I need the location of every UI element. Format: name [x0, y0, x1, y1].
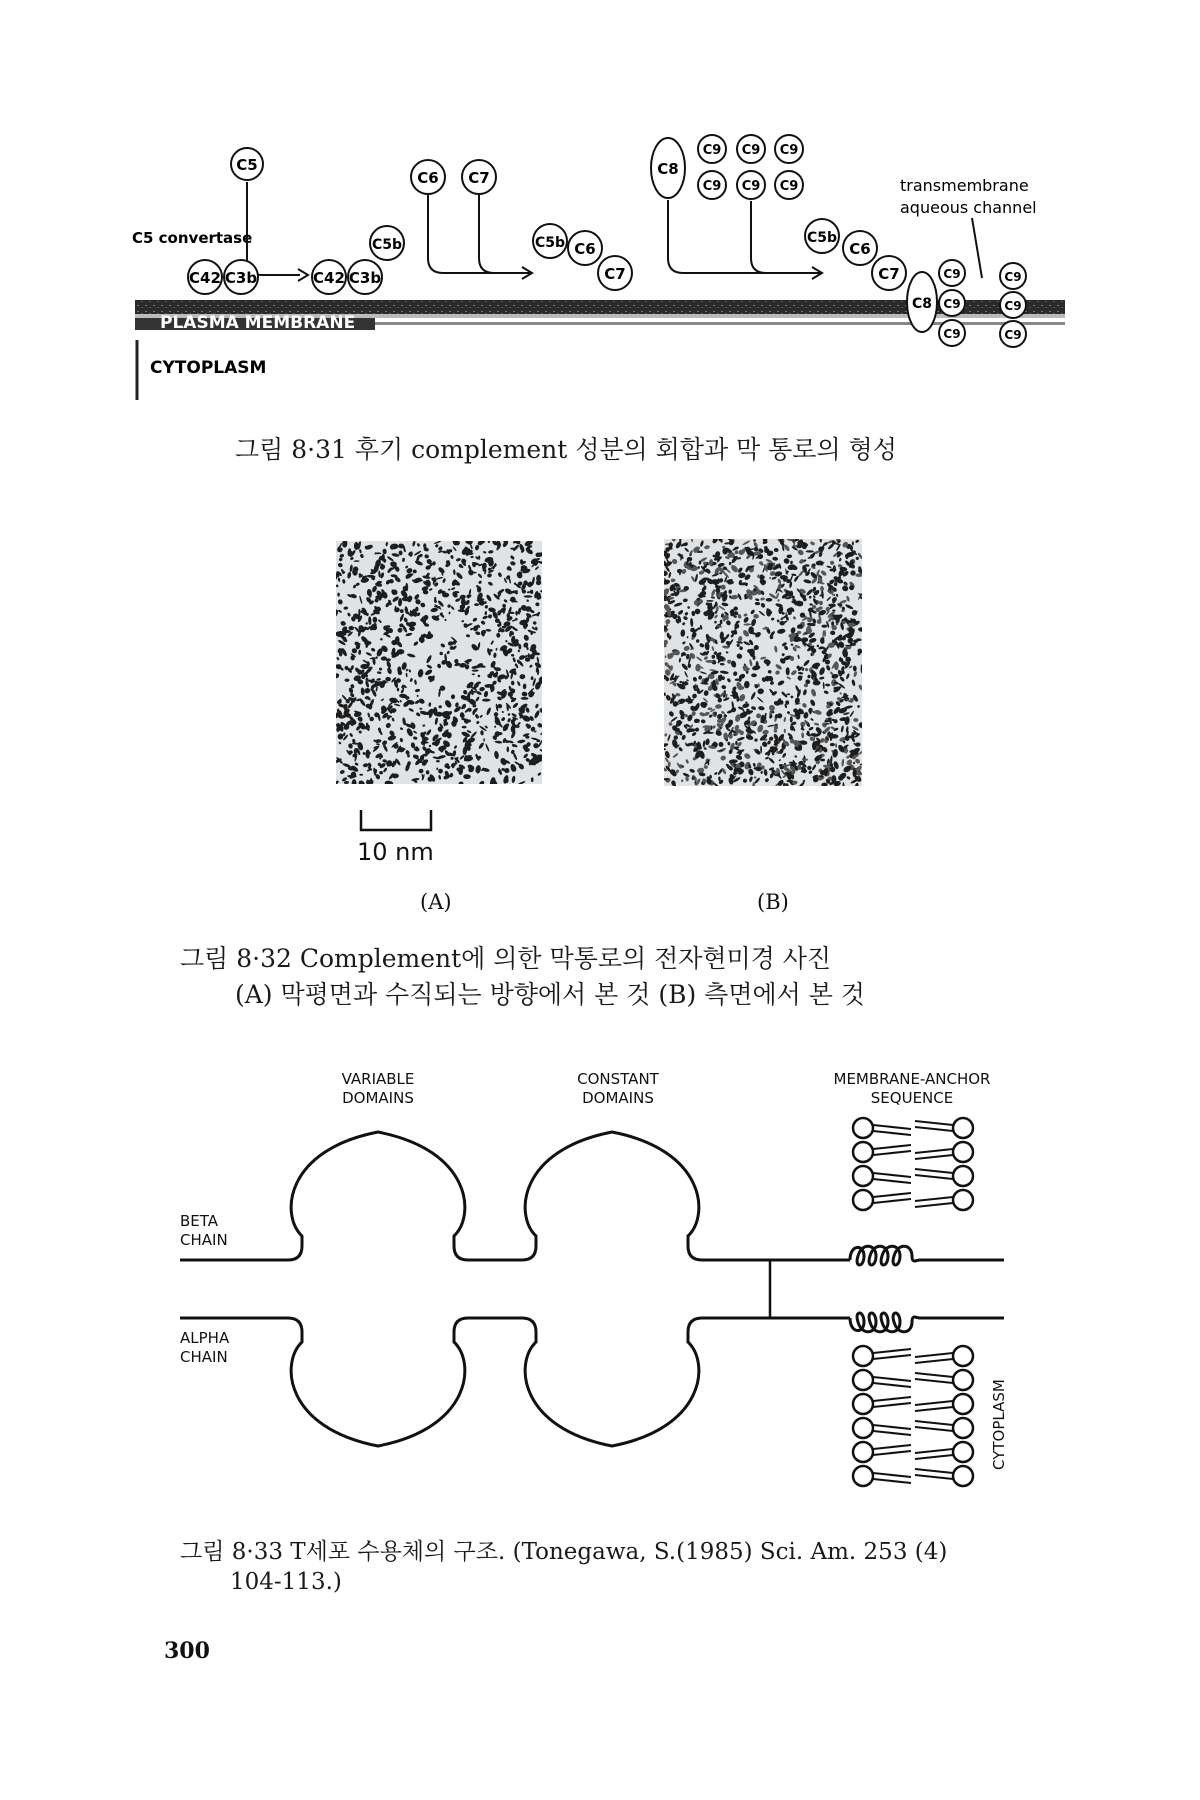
figure-8-33-caption-line2: 104-113.): [230, 1569, 342, 1595]
c9-mid-row: [698, 171, 803, 199]
beta-chain-line: [180, 1132, 850, 1260]
c3b-a-label: C3b: [224, 269, 258, 287]
c9-right: [1000, 263, 1026, 347]
c8-a-label: C8: [657, 160, 679, 178]
c9-stack-1: C9: [943, 267, 961, 281]
beta-helix: [850, 1246, 1004, 1265]
scale-bar: [358, 808, 438, 838]
c5-convertase-label: C5 convertase: [132, 229, 253, 247]
figure-8-32-caption-line1: 그림 8·32 Complement에 의한 막통로의 전자현미경 사진: [180, 944, 832, 973]
lipid-bilayer-bottom: [853, 1346, 973, 1486]
c3b-b-label: C3b: [348, 269, 382, 287]
c6-b-label: C6: [574, 240, 596, 258]
c9-stack-3: C9: [943, 327, 961, 341]
figure-8-33: [0, 1060, 1200, 1520]
c9-top-1: C9: [702, 143, 722, 158]
variable-domains-label-1: VARIABLE: [341, 1070, 415, 1088]
constant-domains-label-2: DOMAINS: [582, 1089, 654, 1107]
beta-chain-label-1: BETA: [180, 1212, 219, 1230]
c42-b-label: C42: [313, 269, 345, 287]
alpha-chain-label-2: CHAIN: [180, 1348, 228, 1366]
c9-stack-2: C9: [943, 297, 961, 311]
c9-top-row: [698, 135, 803, 163]
c9-top-3: C9: [779, 143, 799, 158]
c9-mid-2: C9: [741, 179, 761, 194]
c7-a-label: C7: [468, 169, 490, 187]
c9-right-2: C9: [1004, 299, 1022, 313]
c7-b-label: C7: [604, 265, 626, 283]
c5-label: C5: [236, 156, 258, 174]
panel-b-label: (B): [757, 890, 789, 914]
transmembrane-label: transmembrane: [900, 176, 1029, 195]
c6-c-label: C6: [849, 240, 871, 258]
constant-domains-label-1: CONSTANT: [577, 1070, 659, 1088]
cytoplasm-label: CYTOPLASM: [150, 358, 267, 378]
c8-b-label: C8: [911, 296, 933, 312]
lipid-bilayer-top: [853, 1118, 973, 1210]
c9-mid-1: C9: [702, 179, 722, 194]
c6-a-label: C6: [417, 169, 439, 187]
figure-8-31: [0, 100, 1200, 420]
variable-domains-label-2: DOMAINS: [342, 1089, 414, 1107]
plasma-membrane-label: PLASMA MEMBRANE: [160, 313, 356, 333]
panel-a-label: (A): [420, 890, 452, 914]
membrane-anchor-label-1: MEMBRANE-ANCHOR: [833, 1070, 991, 1088]
alpha-chain-label-1: ALPHA: [180, 1329, 230, 1347]
c9-stack: [939, 260, 965, 346]
c9-right-3: C9: [1004, 328, 1022, 342]
scale-label: 10 nm: [357, 838, 434, 866]
micrograph-b: [664, 539, 862, 786]
micrograph-a: [336, 541, 542, 784]
alpha-helix: [850, 1313, 1004, 1332]
figure-8-33-caption-line1: 그림 8·33 T세포 수용체의 구조. (Tonegawa, S.(1985) Sci. Am. 253 (4): [180, 1539, 948, 1565]
c42-a-label: C42: [189, 269, 221, 287]
c5b-b-label: C5b: [534, 235, 566, 251]
alpha-chain-line: [180, 1318, 850, 1446]
figure-8-32-caption-line2: (A) 막평면과 수직되는 방향에서 본 것 (B) 측면에서 본 것: [235, 980, 865, 1009]
c9-top-2: C9: [741, 143, 761, 158]
c7-c-label: C7: [878, 265, 900, 283]
beta-chain-label-2: CHAIN: [180, 1231, 228, 1249]
cytoplasm-vertical-label: CYTOPLASM: [990, 1379, 1008, 1470]
c5b-a-label: C5b: [371, 237, 403, 253]
page-number: 300: [164, 1638, 210, 1664]
aqueous-channel-label: aqueous channel: [900, 198, 1037, 217]
c5b-c-label: C5b: [806, 230, 838, 246]
c9-right-1: C9: [1004, 270, 1022, 284]
c9-mid-3: C9: [779, 179, 799, 194]
membrane-anchor-label-2: SEQUENCE: [870, 1089, 954, 1107]
figure-8-31-caption: 그림 8·31 후기 complement 성분의 회합과 막 통로의 형성: [235, 435, 897, 464]
